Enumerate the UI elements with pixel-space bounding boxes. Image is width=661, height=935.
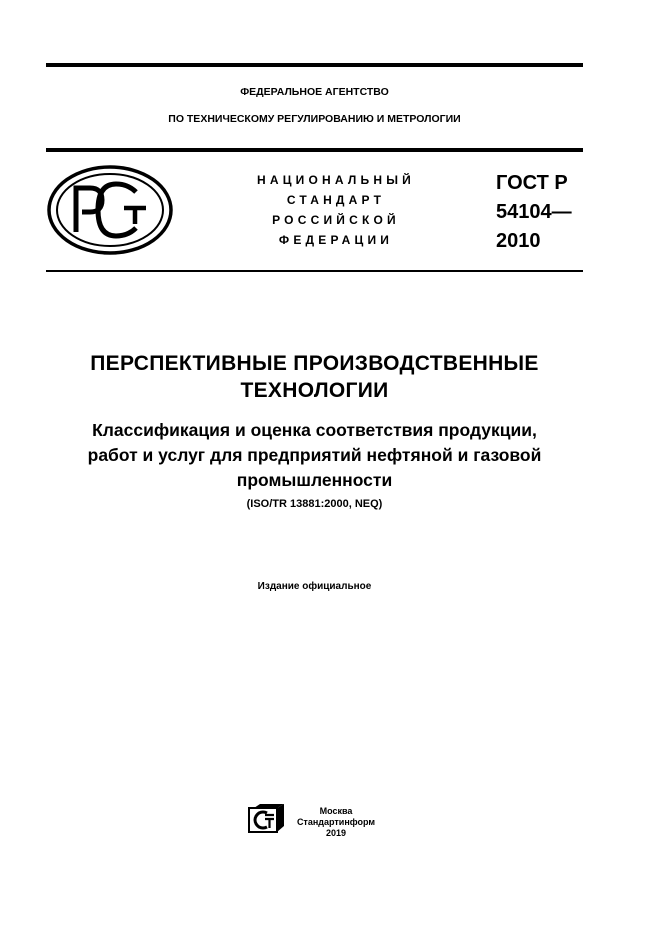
subtitle-line-2: работ и услуг для предприятий нефтяной и газовой: [87, 445, 542, 465]
document-subtitle: [46, 418, 583, 493]
national-standard-line-4: ФЕДЕРАЦИИ: [278, 233, 394, 247]
iso-reference: (ISO/TR 13881:2000, NEQ): [246, 498, 383, 510]
national-standard-block: [222, 170, 450, 250]
national-standard-line-3: РОССИЙСКОЙ: [272, 213, 400, 227]
subtitle-line-3: промышленности: [236, 470, 393, 490]
standard-designation: [496, 169, 572, 256]
agency-line-2: ПО ТЕХНИЧЕСКОМУ РЕГУЛИРОВАНИЮ И МЕТРОЛОГИИ: [168, 113, 461, 125]
designation-line-2: 54104—: [496, 201, 572, 223]
document-title: [46, 350, 583, 404]
designation-line-3: 2010: [496, 230, 541, 252]
designation-line-1: ГОСТ Р: [496, 172, 568, 194]
standartinform-logo-icon: [248, 804, 286, 839]
publisher-year: 2019: [325, 828, 347, 838]
national-standard-line-2: СТАНДАРТ: [286, 193, 386, 207]
title-line-2: ТЕХНОЛОГИИ: [240, 379, 389, 402]
designation-rule: [46, 270, 583, 272]
subtitle-line-1: Классификация и оценка соответствия продукции,: [92, 420, 537, 440]
national-standard-line-1: НАЦИОНАЛЬНЫЙ: [256, 173, 416, 187]
edition-note: Издание официальное: [257, 581, 372, 592]
publisher-block: [290, 806, 382, 839]
agency-line-1: ФЕДЕРАЛЬНОЕ АГЕНТСТВО: [240, 86, 389, 98]
title-line-1: ПЕРСПЕКТИВНЫЕ ПРОИЗВОДСТВЕННЫЕ: [90, 352, 539, 375]
publisher-city: Москва: [319, 806, 353, 816]
publisher-name: Стандартинформ: [296, 817, 376, 827]
rst-certification-mark-icon: [46, 164, 174, 261]
top-rule: [46, 63, 583, 67]
header-rule: [46, 148, 583, 152]
